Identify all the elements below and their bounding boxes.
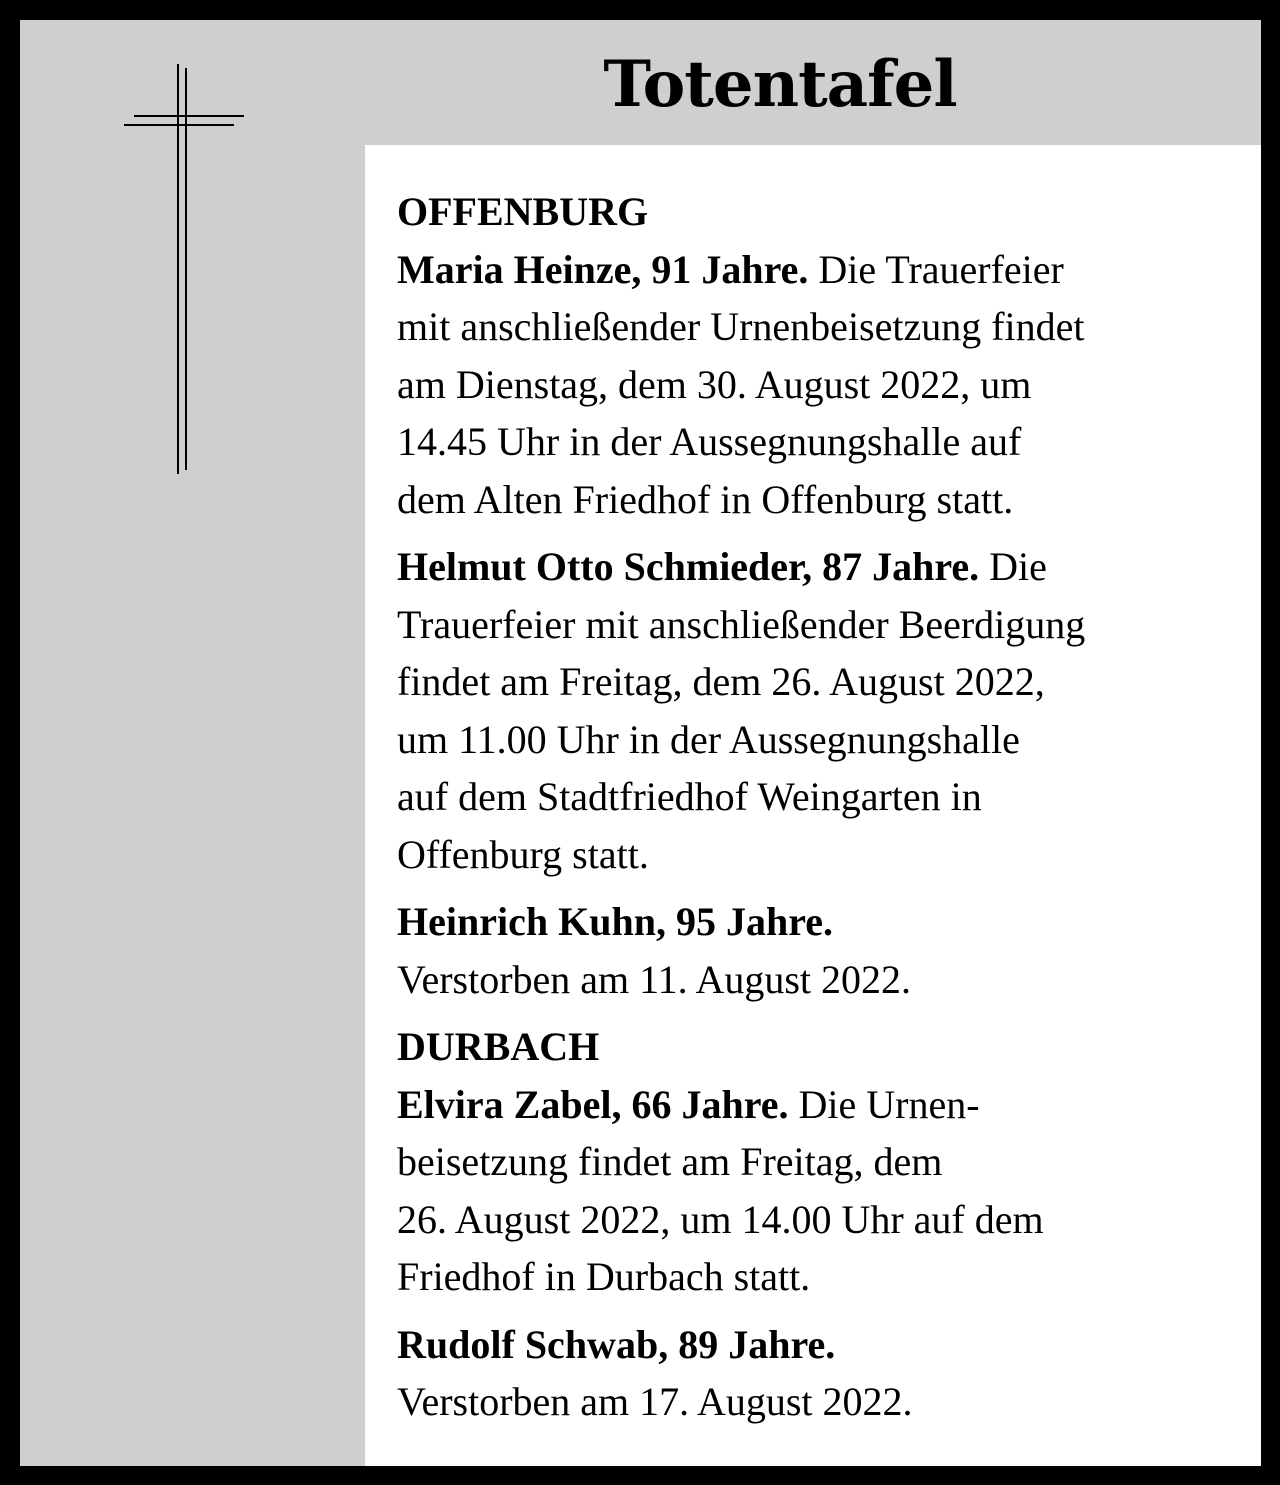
entry-text-line: am Dienstag, dem 30. August 2022, um: [397, 361, 1032, 407]
deceased-name: Maria Heinze, 91 Jahre.: [397, 246, 809, 292]
entry-text: Die Urnen-: [788, 1081, 980, 1127]
place-heading: OFFENBURG: [397, 189, 649, 234]
entry-first-line: [397, 241, 1247, 299]
deceased-name: Elvira Zabel, 66 Jahre.: [397, 1081, 789, 1127]
entry-first-line: [397, 1076, 1247, 1134]
entry-first-line: [397, 893, 1247, 951]
entry-text-line: Friedhof in Durbach statt.: [397, 1254, 811, 1299]
entry-text-line: auf dem Stadtfriedhof Weingarten in: [397, 774, 982, 819]
entry-first-line: [397, 1316, 1247, 1374]
entry-text: Die: [979, 544, 1047, 589]
entry-text: Die Trauerfeier: [808, 246, 1064, 292]
obituary-entry: [397, 1316, 1247, 1431]
deceased-name: Helmut Otto Schmieder, 87 Jahre.: [397, 544, 980, 589]
entry-text-line: dem Alten Friedhof in Offenburg statt.: [397, 476, 1014, 522]
obituary-board: [20, 20, 1261, 1466]
entry-text-line: um 11.00 Uhr in der Aussegnungshalle: [397, 716, 1020, 762]
entry-text-line: 14.45 Uhr in der Aussegnungshalle auf: [397, 419, 1022, 464]
cross-icon: [120, 64, 250, 474]
deceased-name: Rudolf Schwab, 89 Jahre.: [397, 1321, 836, 1367]
entry-text-line: Verstorben am 17. August 2022.: [397, 1379, 913, 1424]
obituary-entry: [397, 1076, 1247, 1306]
entry-text-line: Offenburg statt.: [397, 831, 649, 877]
entry-text-line: mit anschließender Urnenbeisetzung findet: [397, 304, 1085, 349]
entry-text-line: 26. August 2022, um 14.00 Uhr auf dem: [397, 1196, 1044, 1242]
entry-text-line: Trauerfeier mit anschließender Beerdigung: [397, 601, 1086, 647]
obituary-content: [365, 145, 1261, 1466]
entry-text-line: findet am Freitag, dem 26. August 2022,: [397, 659, 1045, 704]
entry-text-line: beisetzung findet am Freitag, dem: [397, 1139, 943, 1184]
obituary-entry: [397, 893, 1247, 1008]
entry-text-line: Verstorben am 11. August 2022.: [397, 956, 912, 1002]
place-heading: DURBACH: [397, 1024, 600, 1069]
page-title: Totentafel: [603, 47, 957, 122]
deceased-name: Heinrich Kuhn, 95 Jahre.: [397, 899, 833, 944]
entry-first-line: [397, 538, 1247, 596]
obituary-entry: [397, 538, 1247, 883]
obituary-text: [397, 183, 1247, 1441]
obituary-entry: [397, 241, 1247, 529]
